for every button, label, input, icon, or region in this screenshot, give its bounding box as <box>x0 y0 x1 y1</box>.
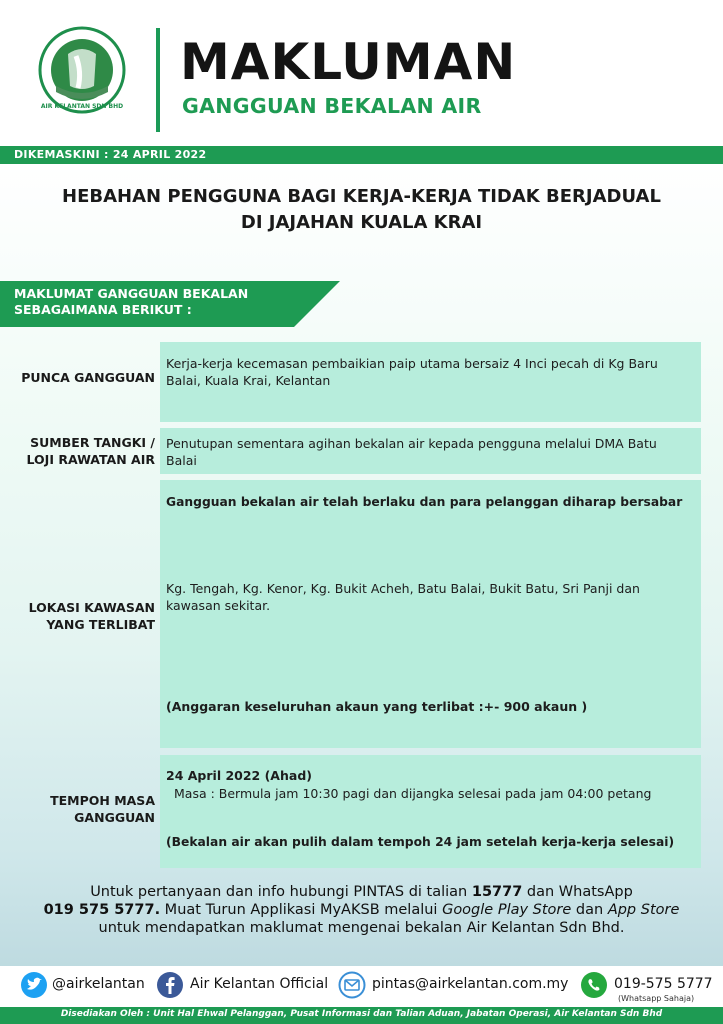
punca-label: PUNCA GANGGUAN <box>21 370 155 385</box>
tempoh-label: TEMPOH MASA GANGGUAN <box>50 793 155 825</box>
section-ribbon-label <box>14 286 314 318</box>
tempoh-restore: (Bekalan air akan pulih dalam tempoh 24 jam setelah kerja-kerja selesai) <box>166 835 675 849</box>
page-title: MAKLUMAN <box>180 33 517 91</box>
info-line-3: untuk mendapatkan maklumat mengenai bekalan Air Kelantan Sdn Bhd. <box>98 920 625 936</box>
ribbon-line-2: SEBAGAIMANA BERIKUT : <box>14 302 192 317</box>
bottom-bar <box>0 1007 723 1024</box>
lokasi-accounts: (Anggaran keseluruhan akaun yang terlibat :+- 900 akaun ) <box>166 699 588 714</box>
info-line-2 <box>0 901 723 919</box>
info-text-3: Muat Turun Applikasi MyAKSB melalui <box>160 902 443 918</box>
ribbon-line-1: MAKLUMAT GANGGUAN BEKALAN <box>14 286 249 301</box>
page-subtitle: GANGGUAN BEKALAN AIR <box>182 94 482 118</box>
whatsapp-number-contact[interactable]: 019-575 5777 <box>614 976 713 992</box>
lokasi-notice: Gangguan bekalan air telah berlaku dan para pelanggan diharap bersabar <box>166 495 683 509</box>
updated-date: DIKEMASKINI : 24 APRIL 2022 <box>14 148 207 161</box>
headline-line-2: DI JAJAHAN KUALA KRAI <box>240 212 483 233</box>
sumber-text: Penutupan sementara agihan bekalan air kepada pengguna melalui DMA Batu Balai <box>166 436 657 468</box>
header-divider <box>156 28 160 132</box>
facebook-icon[interactable] <box>156 971 184 999</box>
twitter-handle[interactable]: @airkelantan <box>52 976 145 992</box>
lokasi-label: LOKASI KAWASAN YANG TERLIBAT <box>28 600 155 632</box>
punca-text: Kerja-kerja kecemasan pembaikian paip utama bersaiz 4 Inci pecah di Kg Baru Balai, Kuala Krai, Kelantan <box>166 356 658 388</box>
update-bar <box>0 146 723 164</box>
info-line-1 <box>0 883 723 901</box>
info-text-1: Untuk pertanyaan dan info hubungi PINTAS di talian <box>90 884 472 900</box>
tempoh-time: Masa : Bermula jam 10:30 pagi dan dijangka selesai pada jam 04:00 petang <box>174 786 652 801</box>
svg-text:AIR KELANTAN SDN BHD: AIR KELANTAN SDN BHD <box>40 103 124 110</box>
info-paragraph <box>0 883 723 937</box>
prepared-by: Disediakan Oleh : Unit Hal Ehwal Pelanggan, Pusat Informasi dan Talian Aduan, Jabatan Operasi, Air Kelantan Sdn Bhd <box>60 1009 663 1019</box>
facebook-page[interactable]: Air Kelantan Official <box>190 976 329 992</box>
whatsapp-icon[interactable] <box>580 971 608 999</box>
app-store-link[interactable]: App Store <box>607 902 680 918</box>
google-play-link[interactable]: Google Play Store <box>442 902 572 918</box>
email-address[interactable]: pintas@airkelantan.com.my <box>372 976 569 992</box>
whatsapp-number: 019 575 5777. <box>43 902 161 918</box>
lokasi-areas: Kg. Tengah, Kg. Kenor, Kg. Bukit Acheh, Batu Balai, Bukit Batu, Sri Panji dan kawasan sekitar. <box>166 581 640 613</box>
whatsapp-note: (Whatsapp Sahaja) <box>618 994 695 1003</box>
twitter-icon[interactable] <box>20 971 48 999</box>
sumber-label: SUMBER TANGKI / LOJI RAWATAN AIR <box>26 435 155 467</box>
headline-line-1: HEBAHAN PENGGUNA BAGI KERJA-KERJA TIDAK BERJADUAL <box>62 186 661 207</box>
info-text-4: dan <box>571 902 608 918</box>
email-icon[interactable] <box>338 971 366 999</box>
air-kelantan-logo <box>38 26 126 114</box>
headline <box>0 184 723 236</box>
info-text-2: dan WhatsApp <box>522 884 633 900</box>
pintas-number: 15777 <box>471 884 523 900</box>
tempoh-date: 24 April 2022 (Ahad) <box>166 768 312 783</box>
